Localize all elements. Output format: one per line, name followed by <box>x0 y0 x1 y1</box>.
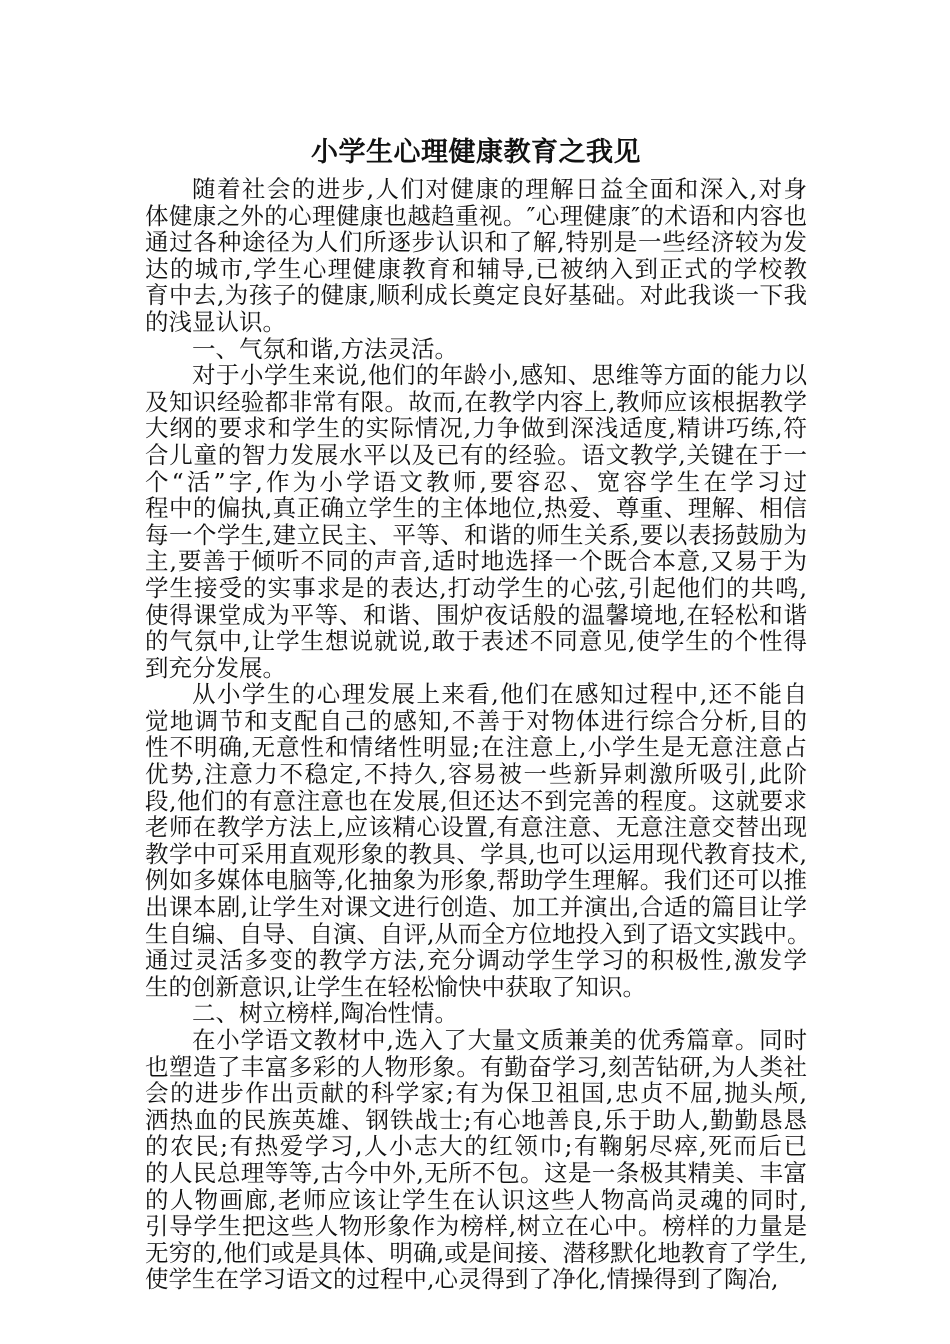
text-line: 合儿童的智力发展水平以及已有的经验。语文教学,关键在于一 <box>145 440 807 469</box>
text-line: 的人物画廊,老师应该让学生在认识这些人物高尚灵魂的同时, <box>145 1185 807 1214</box>
text-line: 的气氛中,让学生想说就说,敢于表述不同意见,使学生的个性得 <box>145 627 807 656</box>
text-line: 从小学生的心理发展上来看,他们在感知过程中,还不能自 <box>192 680 807 709</box>
text-line: 个“活”字,作为小学语文教师,要容忍、宽容学生在学习过 <box>145 467 807 496</box>
text-line: 对于小学生来说,他们的年龄小,感知、思维等方面的能力以 <box>192 361 807 390</box>
text-line: 在小学语文教材中,选入了大量文质兼美的优秀篇章。同时 <box>192 1026 807 1054</box>
text-line: 一、气氛和谐,方法灵活。 <box>192 334 458 363</box>
text-line: 优势,注意力不稳定,不持久,容易被一些新异刺激所吸引,此阶 <box>145 760 807 789</box>
text-line: 使得课堂成为平等、和谐、围炉夜话般的温馨境地,在轻松和谐 <box>145 600 807 629</box>
text-line: 的浅显认识。 <box>145 307 286 336</box>
text-line: 通过各种途径为人们所逐步认识和了解,特别是一些经济较为发 <box>145 228 807 257</box>
paragraph <box>145 680 811 1001</box>
text-line: 程中的偏执,真正确立学生的主体地位,热爱、尊重、理解、相信 <box>145 494 807 523</box>
text-line: 无穷的,他们或是具体、明确,或是间接、潜移默化地教育了学生, <box>145 1238 807 1267</box>
document-body <box>145 175 811 1294</box>
text-line: 育中去,为孩子的健康,顺利成长奠定良好基础。对此我谈一下我 <box>145 281 807 310</box>
text-line: 主,要善于倾听不同的声音,适时地选择一个既合本意,又易于为 <box>145 547 807 576</box>
paragraph <box>145 176 807 336</box>
text-line: 例如多媒体电脑等,化抽象为形象,帮助学生理解。我们还可以推 <box>145 866 807 895</box>
paragraph <box>145 1027 807 1293</box>
text-line: 的农民;有热爱学习,人小志大的红领巾;有鞠躬尽瘁,死而后已 <box>145 1132 807 1161</box>
text-line: 的人民总理等等,古今中外,无所不包。这是一条极其精美、丰富 <box>145 1158 807 1187</box>
text-line: 段,他们的有意注意也在发展,但还达不到完善的程度。这就要求 <box>145 786 807 815</box>
document-title: 小学生心理健康教育之我见 <box>311 137 641 168</box>
text-line: 学生接受的实事求是的表达,打动学生的心弦,引起他们的共鸣, <box>145 573 807 602</box>
text-line: 到充分发展。 <box>145 653 286 682</box>
text-line: 及知识经验都非常有限。故而,在教学内容上,教师应该根据教学 <box>145 387 807 416</box>
document-page <box>145 130 811 1294</box>
text-line: 性不明确,无意性和情绪性明显;在注意上,小学生是无意注意占 <box>145 733 807 762</box>
text-line: 教学中可采用直观形象的教具、学具,也可以运用现代教育技术, <box>145 839 807 868</box>
text-line: 生的创新意识,让学生在轻松愉快中获取了知识。 <box>145 972 646 1001</box>
paragraph <box>145 362 807 681</box>
section-heading <box>145 336 807 363</box>
text-line: 体健康之外的心理健康也越趋重视。″心理健康″的术语和内容也 <box>145 201 807 230</box>
text-line: 二、树立榜样,陶冶性情。 <box>192 999 458 1028</box>
text-line: 随着社会的进步,人们对健康的理解日益全面和深入,对身 <box>192 175 807 203</box>
text-line: 也塑造了丰富多彩的人物形象。有勤奋学习,刻苦钻研,为人类社 <box>145 1052 807 1081</box>
text-line: 会的进步作出贡献的科学家;有为保卫祖国,忠贞不屈,抛头颅, <box>145 1079 807 1108</box>
text-line: 通过灵活多变的教学方法,充分调动学生学习的积极性,激发学 <box>145 946 807 975</box>
text-line: 引导学生把这些人物形象作为榜样,树立在心中。榜样的力量是 <box>145 1212 807 1241</box>
text-line: 生自编、自导、自演、自评,从而全方位地投入到了语文实践中。 <box>145 919 811 948</box>
text-line: 觉地调节和支配自己的感知,不善于对物体进行综合分析,目的 <box>145 706 807 735</box>
section-heading <box>145 1000 807 1027</box>
text-line: 达的城市,学生心理健康教育和辅导,已被纳入到正式的学校教 <box>145 254 807 283</box>
text-line: 出课本剧,让学生对课文进行创造、加工并演出,合适的篇目让学 <box>145 893 807 922</box>
text-line: 洒热血的民族英雄、钢铁战士;有心地善良,乐于助人,勤勤恳恳 <box>145 1105 807 1134</box>
text-line: 每一个学生,建立民主、平等、和谐的师生关系,要以表扬鼓励为 <box>145 520 807 549</box>
text-line: 大纲的要求和学生的实际情况,力争做到深浅适度,精讲巧练,符 <box>145 414 807 443</box>
text-line: 使学生在学习语文的过程中,心灵得到了净化,情操得到了陶冶, <box>145 1265 779 1294</box>
text-line: 老师在教学方法上,应该精心设置,有意注意、无意注意交替出现 <box>145 813 807 842</box>
